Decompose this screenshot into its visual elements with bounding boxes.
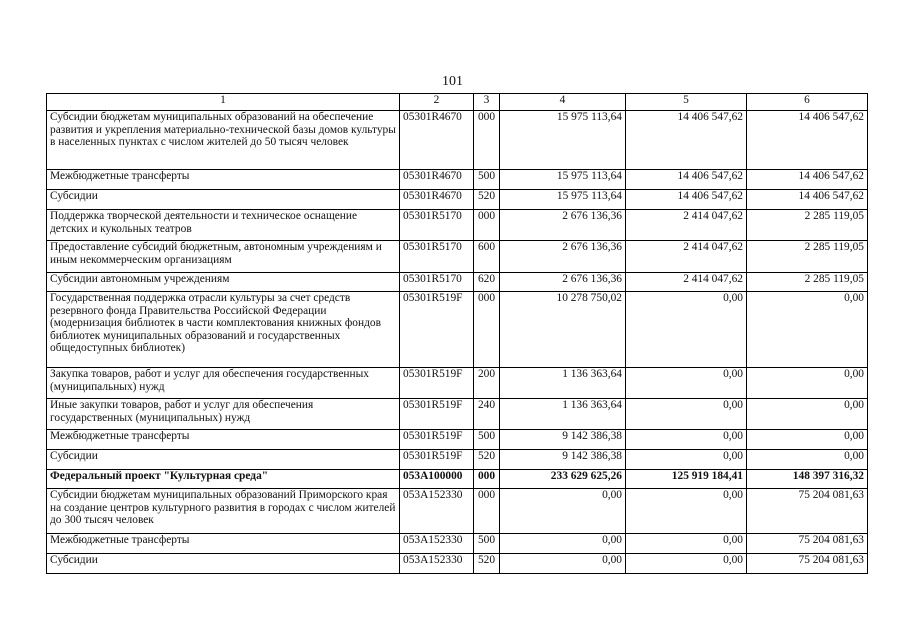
row-code-cell: 053A100000 (400, 470, 474, 489)
table-row (47, 430, 868, 450)
row-expense-type-cell: 600 (474, 241, 500, 273)
table-row (47, 111, 868, 170)
row-amount-col5-cell: 0,00 (626, 534, 747, 554)
row-code-cell: 05301R4670 (400, 190, 474, 210)
row-name-cell: Субсидии автономным учреждениям (47, 273, 400, 292)
row-code-cell: 05301R5170 (400, 241, 474, 273)
row-amount-col5-cell: 2 414 047,62 (626, 210, 747, 241)
row-amount-col6-cell: 75 204 081,63 (747, 554, 868, 574)
column-header: 6 (747, 94, 868, 111)
row-amount-col4-cell: 2 676 136,36 (500, 273, 626, 292)
row-amount-col5-cell: 0,00 (626, 399, 747, 430)
table-row (47, 190, 868, 210)
row-code-cell: 053A152330 (400, 534, 474, 554)
row-amount-col5-cell: 2 414 047,62 (626, 241, 747, 273)
row-name-cell: Субсидии бюджетам муниципальных образований Приморского края на создание центров культурного развития в городах с числом жителей до 300 тысяч человек (47, 489, 400, 534)
row-amount-col6-cell: 2 285 119,05 (747, 273, 868, 292)
row-code-cell: 05301R519F (400, 368, 474, 399)
row-expense-type-cell: 000 (474, 489, 500, 534)
page-number: 101 (442, 74, 463, 89)
table-row (47, 554, 868, 574)
row-name-cell: Поддержка творческой деятельности и техническое оснащение детских и кукольных театров (47, 210, 400, 241)
row-expense-type-cell: 500 (474, 534, 500, 554)
table-row (47, 534, 868, 554)
row-amount-col6-cell: 0,00 (747, 368, 868, 399)
row-amount-col4-cell: 10 278 750,02 (500, 292, 626, 368)
table-row (47, 368, 868, 399)
row-code-cell: 05301R5170 (400, 210, 474, 241)
row-expense-type-cell: 500 (474, 430, 500, 450)
row-expense-type-cell: 000 (474, 292, 500, 368)
row-amount-col6-cell: 14 406 547,62 (747, 190, 868, 210)
row-amount-col5-cell: 0,00 (626, 430, 747, 450)
row-expense-type-cell: 520 (474, 554, 500, 574)
row-expense-type-cell: 000 (474, 470, 500, 489)
row-amount-col5-cell: 14 406 547,62 (626, 170, 747, 190)
row-name-cell: Межбюджетные трансферты (47, 170, 400, 190)
row-amount-col6-cell: 14 406 547,62 (747, 111, 868, 170)
row-amount-col4-cell: 9 142 386,38 (500, 450, 626, 470)
row-code-cell: 05301R519F (400, 399, 474, 430)
row-amount-col6-cell: 0,00 (747, 450, 868, 470)
row-amount-col5-cell: 14 406 547,62 (626, 190, 747, 210)
row-amount-col4-cell: 1 136 363,64 (500, 368, 626, 399)
row-code-cell: 05301R519F (400, 292, 474, 368)
row-amount-col4-cell: 2 676 136,36 (500, 241, 626, 273)
row-name-cell: Федеральный проект "Культурная среда" (47, 470, 400, 489)
row-expense-type-cell: 000 (474, 210, 500, 241)
row-amount-col5-cell: 0,00 (626, 292, 747, 368)
row-amount-col6-cell: 0,00 (747, 399, 868, 430)
row-name-cell: Закупка товаров, работ и услуг для обеспечения государственных (муниципальных) нужд (47, 368, 400, 399)
row-amount-col6-cell: 2 285 119,05 (747, 210, 868, 241)
table-row (47, 489, 868, 534)
table-row (47, 273, 868, 292)
table-row (47, 399, 868, 430)
row-amount-col5-cell: 0,00 (626, 450, 747, 470)
column-header: 3 (474, 94, 500, 111)
column-header: 2 (400, 94, 474, 111)
row-expense-type-cell: 520 (474, 450, 500, 470)
row-expense-type-cell: 520 (474, 190, 500, 210)
row-amount-col5-cell: 0,00 (626, 368, 747, 399)
row-name-cell: Иные закупки товаров, работ и услуг для обеспечения государственных (муниципальных) нужд (47, 399, 400, 430)
row-expense-type-cell: 240 (474, 399, 500, 430)
column-header: 4 (500, 94, 626, 111)
row-name-cell: Межбюджетные трансферты (47, 534, 400, 554)
row-amount-col4-cell: 0,00 (500, 534, 626, 554)
row-amount-col4-cell: 233 629 625,26 (500, 470, 626, 489)
row-amount-col4-cell: 15 975 113,64 (500, 170, 626, 190)
column-header-row (47, 94, 868, 111)
row-code-cell: 053A152330 (400, 489, 474, 534)
table-row (47, 450, 868, 470)
table-row (47, 470, 868, 489)
row-name-cell: Межбюджетные трансферты (47, 430, 400, 450)
column-header: 1 (47, 94, 400, 111)
row-code-cell: 053A152330 (400, 554, 474, 574)
row-code-cell: 05301R5170 (400, 273, 474, 292)
row-amount-col5-cell: 125 919 184,41 (626, 470, 747, 489)
row-amount-col6-cell: 0,00 (747, 430, 868, 450)
row-name-cell: Субсидии (47, 190, 400, 210)
row-amount-col5-cell: 0,00 (626, 489, 747, 534)
table-row (47, 210, 868, 241)
table-row (47, 241, 868, 273)
row-amount-col4-cell: 2 676 136,36 (500, 210, 626, 241)
budget-table (46, 93, 868, 574)
row-amount-col4-cell: 15 975 113,64 (500, 190, 626, 210)
row-amount-col6-cell: 0,00 (747, 292, 868, 368)
row-name-cell: Субсидии бюджетам муниципальных образований на обеспечение развития и укрепления материально-технической базы домов культуры в населенных пунктах с числом жителей до 50 тысяч человек (47, 111, 400, 170)
row-name-cell: Субсидии (47, 554, 400, 574)
row-amount-col4-cell: 15 975 113,64 (500, 111, 626, 170)
row-code-cell: 05301R4670 (400, 170, 474, 190)
row-amount-col4-cell: 0,00 (500, 489, 626, 534)
row-amount-col6-cell: 14 406 547,62 (747, 170, 868, 190)
column-header: 5 (626, 94, 747, 111)
row-code-cell: 05301R519F (400, 450, 474, 470)
row-amount-col5-cell: 14 406 547,62 (626, 111, 747, 170)
row-name-cell: Предоставление субсидий бюджетным, автономным учреждениям и иным некоммерческим организациям (47, 241, 400, 273)
row-amount-col5-cell: 2 414 047,62 (626, 273, 747, 292)
row-code-cell: 05301R519F (400, 430, 474, 450)
row-amount-col6-cell: 75 204 081,63 (747, 489, 868, 534)
row-name-cell: Субсидии (47, 450, 400, 470)
row-expense-type-cell: 620 (474, 273, 500, 292)
row-expense-type-cell: 000 (474, 111, 500, 170)
row-amount-col6-cell: 148 397 316,32 (747, 470, 868, 489)
row-expense-type-cell: 200 (474, 368, 500, 399)
row-amount-col4-cell: 0,00 (500, 554, 626, 574)
row-amount-col4-cell: 9 142 386,38 (500, 430, 626, 450)
row-amount-col6-cell: 2 285 119,05 (747, 241, 868, 273)
table-row (47, 170, 868, 190)
row-amount-col4-cell: 1 136 363,64 (500, 399, 626, 430)
row-amount-col5-cell: 0,00 (626, 554, 747, 574)
row-name-cell: Государственная поддержка отрасли культуры за счет средств резервного фонда Правительства Российской Федерации (модернизация библиотек в части комплектования книжных фондов библиотек муниципальных образований и государственных общедоступных библиотек) (47, 292, 400, 368)
row-code-cell: 05301R4670 (400, 111, 474, 170)
row-amount-col6-cell: 75 204 081,63 (747, 534, 868, 554)
row-expense-type-cell: 500 (474, 170, 500, 190)
table-row (47, 292, 868, 368)
